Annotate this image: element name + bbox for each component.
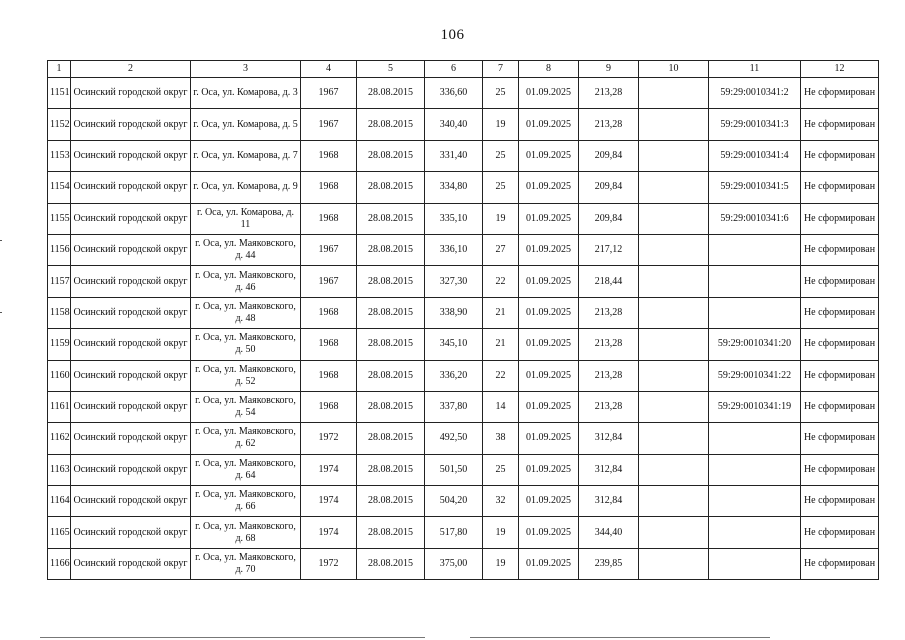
count-cell: 25	[483, 172, 519, 203]
column-10-cell	[639, 486, 709, 517]
status-cell: Не сформирован	[801, 109, 879, 140]
year-built-cell: 1974	[301, 486, 357, 517]
status-cell: Не сформирован	[801, 78, 879, 109]
row-number-cell: 1158	[48, 297, 71, 328]
status-cell: Не сформирован	[801, 454, 879, 485]
table-row	[48, 360, 879, 391]
planned-date-cell: 01.09.2025	[519, 486, 579, 517]
column-header-4: 4	[301, 61, 357, 78]
amount-cell: 213,28	[579, 391, 639, 422]
table-row	[48, 454, 879, 485]
count-cell: 21	[483, 297, 519, 328]
cadastral-number-cell: 59:29:0010341:19	[709, 391, 801, 422]
margin-tick	[0, 312, 2, 313]
status-cell: Не сформирован	[801, 297, 879, 328]
year-built-cell: 1974	[301, 517, 357, 548]
date-cell: 28.08.2015	[357, 329, 425, 360]
year-built-cell: 1967	[301, 234, 357, 265]
planned-date-cell: 01.09.2025	[519, 329, 579, 360]
amount-cell: 213,28	[579, 297, 639, 328]
cadastral-number-cell	[709, 454, 801, 485]
planned-date-cell: 01.09.2025	[519, 454, 579, 485]
year-built-cell: 1968	[301, 140, 357, 171]
amount-cell: 312,84	[579, 486, 639, 517]
count-cell: 25	[483, 78, 519, 109]
column-header-10: 10	[639, 61, 709, 78]
date-cell: 28.08.2015	[357, 454, 425, 485]
date-cell: 28.08.2015	[357, 297, 425, 328]
planned-date-cell: 01.09.2025	[519, 172, 579, 203]
planned-date-cell: 01.09.2025	[519, 109, 579, 140]
area-cell: 340,40	[425, 109, 483, 140]
address-cell: г. Оса, ул. Маяковского, д. 70	[191, 548, 301, 579]
planned-date-cell: 01.09.2025	[519, 360, 579, 391]
column-header-5: 5	[357, 61, 425, 78]
cadastral-number-cell: 59:29:0010341:5	[709, 172, 801, 203]
cadastral-number-cell: 59:29:0010341:6	[709, 203, 801, 234]
year-built-cell: 1972	[301, 423, 357, 454]
column-10-cell	[639, 172, 709, 203]
status-cell: Не сформирован	[801, 391, 879, 422]
cadastral-number-cell: 59:29:0010341:20	[709, 329, 801, 360]
cadastral-number-cell	[709, 423, 801, 454]
table-row	[48, 78, 879, 109]
cadastral-number-cell: 59:29:0010341:22	[709, 360, 801, 391]
planned-date-cell: 01.09.2025	[519, 517, 579, 548]
amount-cell: 209,84	[579, 172, 639, 203]
row-number-cell: 1165	[48, 517, 71, 548]
column-header-8: 8	[519, 61, 579, 78]
column-header-7: 7	[483, 61, 519, 78]
municipality-cell: Осинский городской округ	[71, 391, 191, 422]
column-10-cell	[639, 266, 709, 297]
cadastral-number-cell	[709, 266, 801, 297]
planned-date-cell: 01.09.2025	[519, 203, 579, 234]
column-10-cell	[639, 109, 709, 140]
area-cell: 504,20	[425, 486, 483, 517]
area-cell: 331,40	[425, 140, 483, 171]
column-10-cell	[639, 423, 709, 454]
area-cell: 517,80	[425, 517, 483, 548]
year-built-cell: 1968	[301, 172, 357, 203]
row-number-cell: 1166	[48, 548, 71, 579]
status-cell: Не сформирован	[801, 234, 879, 265]
column-10-cell	[639, 140, 709, 171]
area-cell: 338,90	[425, 297, 483, 328]
table-row	[48, 266, 879, 297]
table-row	[48, 203, 879, 234]
column-header-3: 3	[191, 61, 301, 78]
table-row	[48, 234, 879, 265]
address-cell: г. Оса, ул. Комарова, д. 5	[191, 109, 301, 140]
count-cell: 25	[483, 454, 519, 485]
row-number-cell: 1151	[48, 78, 71, 109]
count-cell: 19	[483, 548, 519, 579]
amount-cell: 312,84	[579, 423, 639, 454]
municipality-cell: Осинский городской округ	[71, 172, 191, 203]
municipality-cell: Осинский городской округ	[71, 360, 191, 391]
row-number-cell: 1155	[48, 203, 71, 234]
status-cell: Не сформирован	[801, 329, 879, 360]
table-row	[48, 109, 879, 140]
address-cell: г. Оса, ул. Маяковского, д. 68	[191, 517, 301, 548]
year-built-cell: 1968	[301, 203, 357, 234]
date-cell: 28.08.2015	[357, 140, 425, 171]
year-built-cell: 1968	[301, 360, 357, 391]
amount-cell: 218,44	[579, 266, 639, 297]
row-number-cell: 1161	[48, 391, 71, 422]
municipality-cell: Осинский городской округ	[71, 423, 191, 454]
address-cell: г. Оса, ул. Маяковского, д. 48	[191, 297, 301, 328]
date-cell: 28.08.2015	[357, 391, 425, 422]
amount-cell: 209,84	[579, 203, 639, 234]
municipality-cell: Осинский городской округ	[71, 297, 191, 328]
address-cell: г. Оса, ул. Комарова, д. 7	[191, 140, 301, 171]
area-cell: 336,60	[425, 78, 483, 109]
row-number-cell: 1152	[48, 109, 71, 140]
status-cell: Не сформирован	[801, 517, 879, 548]
year-built-cell: 1968	[301, 391, 357, 422]
column-header-6: 6	[425, 61, 483, 78]
scan-edge-line	[470, 637, 770, 638]
municipality-cell: Осинский городской округ	[71, 486, 191, 517]
address-cell: г. Оса, ул. Маяковского, д. 52	[191, 360, 301, 391]
amount-cell: 213,28	[579, 360, 639, 391]
status-cell: Не сформирован	[801, 548, 879, 579]
column-header-1: 1	[48, 61, 71, 78]
amount-cell: 209,84	[579, 140, 639, 171]
table-row	[48, 140, 879, 171]
date-cell: 28.08.2015	[357, 78, 425, 109]
cadastral-number-cell	[709, 234, 801, 265]
table-body	[48, 78, 879, 580]
cadastral-number-cell	[709, 548, 801, 579]
address-cell: г. Оса, ул. Маяковского, д. 54	[191, 391, 301, 422]
table-row	[48, 391, 879, 422]
column-10-cell	[639, 203, 709, 234]
table-row	[48, 172, 879, 203]
count-cell: 22	[483, 266, 519, 297]
column-10-cell	[639, 517, 709, 548]
area-cell: 337,80	[425, 391, 483, 422]
planned-date-cell: 01.09.2025	[519, 234, 579, 265]
row-number-cell: 1162	[48, 423, 71, 454]
table-header	[48, 61, 879, 78]
status-cell: Не сформирован	[801, 172, 879, 203]
area-cell: 375,00	[425, 548, 483, 579]
area-cell: 345,10	[425, 329, 483, 360]
municipality-cell: Осинский городской округ	[71, 329, 191, 360]
count-cell: 21	[483, 329, 519, 360]
count-cell: 14	[483, 391, 519, 422]
municipality-cell: Осинский городской округ	[71, 517, 191, 548]
planned-date-cell: 01.09.2025	[519, 78, 579, 109]
date-cell: 28.08.2015	[357, 234, 425, 265]
amount-cell: 213,28	[579, 109, 639, 140]
row-number-cell: 1154	[48, 172, 71, 203]
planned-date-cell: 01.09.2025	[519, 140, 579, 171]
municipality-cell: Осинский городской округ	[71, 454, 191, 485]
date-cell: 28.08.2015	[357, 517, 425, 548]
column-header-2: 2	[71, 61, 191, 78]
municipality-cell: Осинский городской округ	[71, 234, 191, 265]
count-cell: 19	[483, 517, 519, 548]
date-cell: 28.08.2015	[357, 548, 425, 579]
municipality-cell: Осинский городской округ	[71, 266, 191, 297]
status-cell: Не сформирован	[801, 203, 879, 234]
municipality-cell: Осинский городской округ	[71, 109, 191, 140]
amount-cell: 312,84	[579, 454, 639, 485]
column-10-cell	[639, 391, 709, 422]
planned-date-cell: 01.09.2025	[519, 391, 579, 422]
column-header-12: 12	[801, 61, 879, 78]
address-cell: г. Оса, ул. Маяковского, д. 64	[191, 454, 301, 485]
column-10-cell	[639, 78, 709, 109]
cadastral-number-cell: 59:29:0010341:4	[709, 140, 801, 171]
date-cell: 28.08.2015	[357, 203, 425, 234]
status-cell: Не сформирован	[801, 266, 879, 297]
row-number-cell: 1159	[48, 329, 71, 360]
count-cell: 22	[483, 360, 519, 391]
area-cell: 334,80	[425, 172, 483, 203]
date-cell: 28.08.2015	[357, 109, 425, 140]
year-built-cell: 1968	[301, 329, 357, 360]
amount-cell: 239,85	[579, 548, 639, 579]
area-cell: 336,20	[425, 360, 483, 391]
count-cell: 27	[483, 234, 519, 265]
address-cell: г. Оса, ул. Маяковского, д. 62	[191, 423, 301, 454]
address-cell: г. Оса, ул. Комарова, д. 9	[191, 172, 301, 203]
count-cell: 19	[483, 203, 519, 234]
table-row	[48, 548, 879, 579]
column-10-cell	[639, 297, 709, 328]
planned-date-cell: 01.09.2025	[519, 297, 579, 328]
count-cell: 25	[483, 140, 519, 171]
row-number-cell: 1157	[48, 266, 71, 297]
page-number: 106	[440, 27, 465, 43]
margin-tick	[0, 240, 2, 241]
amount-cell: 217,12	[579, 234, 639, 265]
registry-table	[47, 60, 879, 580]
table-row	[48, 486, 879, 517]
date-cell: 28.08.2015	[357, 172, 425, 203]
column-10-cell	[639, 454, 709, 485]
column-header-11: 11	[709, 61, 801, 78]
year-built-cell: 1967	[301, 78, 357, 109]
address-cell: г. Оса, ул. Маяковского, д. 46	[191, 266, 301, 297]
area-cell: 501,50	[425, 454, 483, 485]
year-built-cell: 1968	[301, 297, 357, 328]
table-row	[48, 329, 879, 360]
cadastral-number-cell	[709, 486, 801, 517]
scan-edge-line	[40, 637, 425, 638]
planned-date-cell: 01.09.2025	[519, 266, 579, 297]
area-cell: 327,30	[425, 266, 483, 297]
count-cell: 19	[483, 109, 519, 140]
planned-date-cell: 01.09.2025	[519, 423, 579, 454]
table-row	[48, 423, 879, 454]
cadastral-number-cell: 59:29:0010341:2	[709, 78, 801, 109]
address-cell: г. Оса, ул. Маяковского, д. 50	[191, 329, 301, 360]
count-cell: 32	[483, 486, 519, 517]
row-number-cell: 1160	[48, 360, 71, 391]
area-cell: 336,10	[425, 234, 483, 265]
header-row	[48, 61, 879, 78]
date-cell: 28.08.2015	[357, 360, 425, 391]
year-built-cell: 1967	[301, 109, 357, 140]
column-header-9: 9	[579, 61, 639, 78]
status-cell: Не сформирован	[801, 360, 879, 391]
amount-cell: 213,28	[579, 329, 639, 360]
municipality-cell: Осинский городской округ	[71, 140, 191, 171]
row-number-cell: 1156	[48, 234, 71, 265]
date-cell: 28.08.2015	[357, 423, 425, 454]
row-number-cell: 1164	[48, 486, 71, 517]
row-number-cell: 1153	[48, 140, 71, 171]
municipality-cell: Осинский городской округ	[71, 203, 191, 234]
cadastral-number-cell	[709, 297, 801, 328]
year-built-cell: 1972	[301, 548, 357, 579]
date-cell: 28.08.2015	[357, 266, 425, 297]
planned-date-cell: 01.09.2025	[519, 548, 579, 579]
amount-cell: 213,28	[579, 78, 639, 109]
address-cell: г. Оса, ул. Комарова, д. 11	[191, 203, 301, 234]
status-cell: Не сформирован	[801, 486, 879, 517]
status-cell: Не сформирован	[801, 423, 879, 454]
column-10-cell	[639, 360, 709, 391]
address-cell: г. Оса, ул. Маяковского, д. 44	[191, 234, 301, 265]
column-10-cell	[639, 234, 709, 265]
municipality-cell: Осинский городской округ	[71, 78, 191, 109]
cadastral-number-cell: 59:29:0010341:3	[709, 109, 801, 140]
status-cell: Не сформирован	[801, 140, 879, 171]
year-built-cell: 1974	[301, 454, 357, 485]
area-cell: 335,10	[425, 203, 483, 234]
row-number-cell: 1163	[48, 454, 71, 485]
year-built-cell: 1967	[301, 266, 357, 297]
municipality-cell: Осинский городской округ	[71, 548, 191, 579]
table-row	[48, 297, 879, 328]
date-cell: 28.08.2015	[357, 486, 425, 517]
cadastral-number-cell	[709, 517, 801, 548]
column-10-cell	[639, 548, 709, 579]
amount-cell: 344,40	[579, 517, 639, 548]
table-row	[48, 517, 879, 548]
column-10-cell	[639, 329, 709, 360]
area-cell: 492,50	[425, 423, 483, 454]
address-cell: г. Оса, ул. Комарова, д. 3	[191, 78, 301, 109]
count-cell: 38	[483, 423, 519, 454]
address-cell: г. Оса, ул. Маяковского, д. 66	[191, 486, 301, 517]
